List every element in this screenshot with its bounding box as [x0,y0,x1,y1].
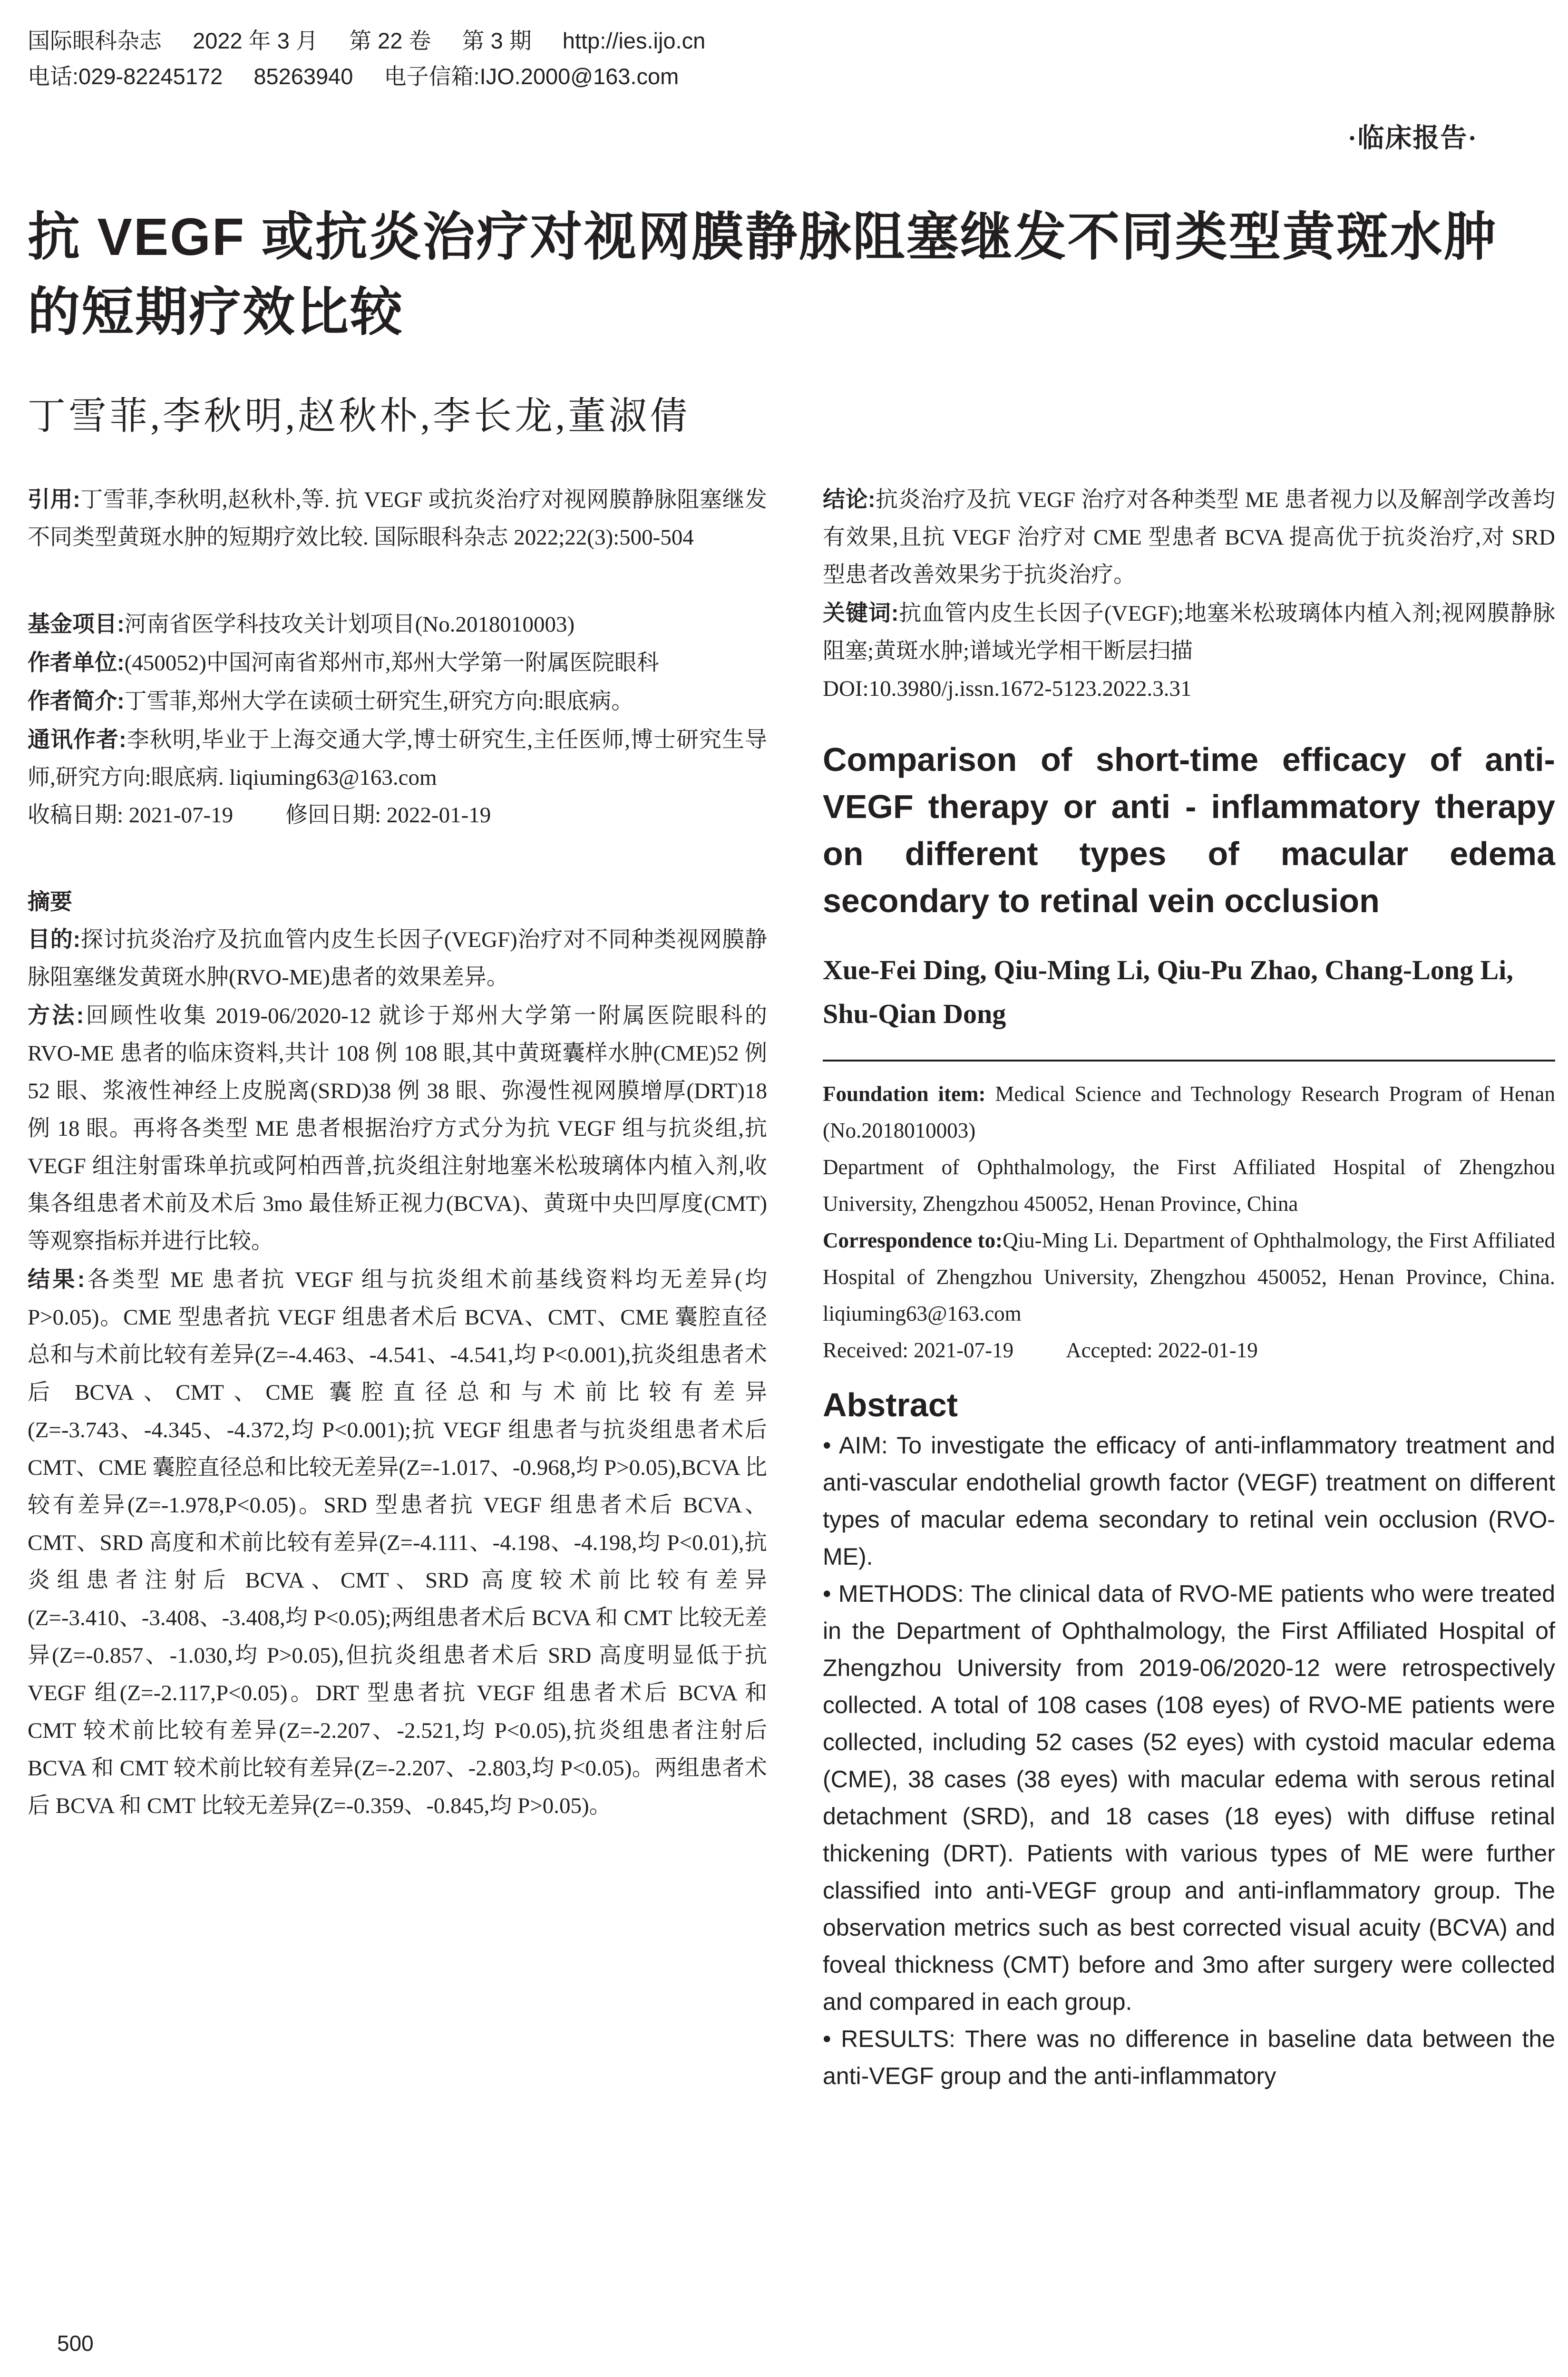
article-title: 抗 VEGF 或抗炎治疗对视网膜静脉阻塞继发不同类型黄斑水肿的短期疗效比较 [28,208,1498,341]
abstract-results [28,1260,767,1825]
correspondence-label: Correspondence to: [823,1228,1003,1252]
results-label: 结果: [28,1266,85,1292]
foundation-text: Medical Science and Technology Research Program of Henan (No.2018010003) [823,1082,1556,1142]
english-received: Received: 2021-07-19 [823,1338,1014,1362]
foundation-label: Foundation item: [823,1082,986,1106]
aim-text: 探讨抗炎治疗及抗血管内皮生长因子(VEGF)治疗对不同种类视网膜静脉阻塞继发黄斑水肿(RVO-ME)患者的效果差异。 [28,927,767,990]
journal-name: 国际眼科杂志 [28,28,162,53]
corresponding-author [28,721,767,797]
divider [823,1060,1555,1062]
received-date: 收稿日期: 2021-07-19 [28,803,234,828]
funding-text: 河南省医学科技攻关计划项目(No.2018010003) [124,612,575,637]
author-bio-text: 丁雪菲,郑州大学在读硕士研究生,研究方向:眼底病。 [124,689,634,714]
author-bio-label: 作者简介: [28,688,125,713]
abstract-methods [28,996,767,1260]
citation-label: 引用: [28,487,80,512]
journal-url[interactable]: http://ies.ijo.cn [562,28,706,53]
journal-header [28,23,931,94]
funding-label: 基金项目: [28,611,125,636]
correspondence-text: Qiu-Ming Li. Department of Ophthalmology, the First Affiliated Hospital of Zhengzhou University, Zhengzhou 450052, Henan Province, China. liqiuming63@163.com [823,1228,1555,1325]
issue-date: 2022 年 3 月 [193,28,318,53]
english-results: • RESULTS: There was no difference in baseline data between the anti-VEGF group and the anti-inflammatory [823,2026,1555,2089]
aim-label: 目的: [28,926,81,952]
dates [28,797,767,834]
english-aim: • AIM: To investigate the efficacy of anti-inflammatory treatment and anti-vascular endothelial growth factor (VEGF) treatment on different types of macular edema secondary to retinal vein occlusion (RVO-ME). [823,1432,1555,1570]
conclusion-text: 抗炎治疗及抗 VEGF 治疗对各种类型 ME 患者视力以及解剖学改善均有效果,且抗 VEGF 治疗对 CME 型患者 BCVA 提高优于抗炎治疗,对 SRD 型患者改善效果劣于抗炎治疗。 [823,487,1556,587]
issue-number: 第 3 期 [462,28,532,53]
english-methods: • METHODS: The clinical data of RVO-ME patients who were treated in the Department of Ophthalmology, the First Affiliated Hospital of Zhengzhou University from 2019-06/2020-12 were retrospectively collected. A total of 108 cases (108 eyes) of RVO-ME patients were collected, including 52 cases (52 eyes) with cystoid macular edema (CME), 38 cases (38 eyes) with macular edema with serous retinal detachment (SRD), and 18 cases (18 eyes) with diffuse retinal thickening (DRT). Patients with various types of ME were further classified into anti-VEGF group and anti-inflammatory group. The observation metrics such as best corrected visual acuity (BCVA) and foveal thickness (CMT) before and 3mo after surgery were collected and compared in each group. [823,1580,1555,2015]
author-bio [28,682,767,721]
left-column [28,480,767,1825]
citation-text: 丁雪菲,李秋明,赵秋朴,等. 抗 VEGF 或抗炎治疗对视网膜静脉阻塞继发不同类型黄斑水肿的短期疗效比较. 国际眼科杂志 2022;22(3):500-504 [28,487,767,550]
results-text: 各类型 ME 患者抗 VEGF 组与抗炎组术前基线资料均无差异(均 P>0.05)。CME 型患者抗 VEGF 组患者术后 BCVA、CMT、CME 囊腔直径总和与术前比较有差异(Z=-4.463、-4.541、-4.541,均 P<0.001),抗炎组患者术后 BCVA、CMT、CME 囊腔直径总和与术前比较有差异(Z=-3.743、-4.345、-4.372,均 P<0.001);抗 VEGF 组患者与抗炎组患者术后 CMT、CME 囊腔直径总和比较无差异(Z=-1.017、-0.968,均 P>0.05),BCVA 比较有差异(Z=-1.978,P<0.05)。SRD 型患者抗 VEGF 组患者术后 BCVA、CMT、SRD 高度和术前比较有差异(Z=-4.111、-4.198、-4.198,均 P<0.01),抗炎组患者注射后 BCVA、CMT、SRD 高度较术前比较有差异(Z=-3.410、-3.408、-3.408,均 P<0.05);两组患者术后 BCVA 和 CMT 比较无差异(Z=-0.857、-1.030,均 P>0.05),但抗炎组患者术后 SRD 高度明显低于抗 VEGF 组(Z=-2.117,P<0.05)。DRT 型患者抗 VEGF 组患者术后 BCVA 和 CMT 较术前比较有差异(Z=-2.207、-2.521,均 P<0.05),抗炎组患者注射后 BCVA 和 CMT 较术前比较有差异(Z=-2.207、-2.803,均 P<0.05)。两组患者术后 BCVA 和 CMT 比较无差异(Z=-0.359、-0.845,均 P>0.05)。 [28,1267,767,1818]
correspondence [823,1222,1555,1332]
page-number: 500 [57,2331,94,2356]
citation [28,480,767,556]
keywords-label: 关键词: [823,600,899,625]
corresponding-label: 通讯作者: [28,727,127,752]
keywords [823,594,1555,670]
abstract-conclusion [823,480,1555,594]
affiliation-text: (450052)中国河南省郑州市,郑州大学第一附属医院眼科 [124,651,659,675]
methods-text: 回顾性收集 2019-06/2020-12 就诊于郑州大学第一附属医院眼科的 RVO-ME 患者的临床资料,共计 108 例 108 眼,其中黄斑囊样水肿(CME)52 例 52 眼、浆液性神经上皮脱离(SRD)38 例 38 眼、弥漫性视网膜增厚(DRT)18 例 18 眼。再将各类型 ME 患者根据治疗方式分为抗 VEGF 组与抗炎组,抗 VEGF 组注射雷珠单抗或阿柏西普,抗炎组注射地塞米松玻璃体内植入剂,收集各组患者术前及术后 3mo 最佳矫正视力(BCVA)、黄斑中央凹厚度(CMT)等观察指标并进行比较。 [28,1003,767,1254]
english-accepted: Accepted: 2022-01-19 [1066,1338,1258,1362]
section-tag: ·临床报告· [1347,124,1478,153]
english-dates [823,1332,1555,1369]
author-list: 丁雪菲,李秋明,赵秋朴,李长龙,董淑倩 [28,396,691,438]
keywords-text: 抗血管内皮生长因子(VEGF);地塞米松玻璃体内植入剂;视网膜静脉阻塞;黄斑水肿;谱域光学相干断层扫描 [823,601,1556,663]
phone-2: 85263940 [253,64,353,89]
conclusion-label: 结论: [823,487,876,512]
affiliation-label: 作者单位: [28,650,125,675]
corresponding-text: 李秋明,毕业于上海交通大学,博士研究生,主任医师,博士研究生导师,研究方向:眼底病. liqiuming63@163.com [28,728,768,790]
abstract-heading: 摘要 [28,889,72,914]
right-column [823,480,1555,2094]
foundation-item [823,1076,1555,1149]
english-abstract-heading: Abstract [823,1386,958,1423]
english-title: Comparison of short-time efficacy of anti-VEGF therapy or anti - inflammatory therapy on different types of macular edema secondary to retinal vein occlusion [823,741,1555,919]
abstract-aim [28,920,767,996]
doi[interactable]: DOI:10.3980/j.issn.1672-5123.2022.3.31 [823,676,1192,701]
department: Department of Ophthalmology, the First Affiliated Hospital of Zhengzhou University, Zhengzhou 450052, Henan Province, China [823,1155,1555,1216]
email: 电子信箱:IJO.2000@163.com [384,64,679,89]
funding [28,605,767,643]
methods-label: 方法: [28,1003,84,1028]
revised-date: 修回日期: 2022-01-19 [285,803,491,828]
volume: 第 22 卷 [349,28,431,53]
phone: 电话:029-82245172 [28,64,223,89]
english-authors: Xue-Fei Ding, Qiu-Ming Li, Qiu-Pu Zhao, Chang-Long Li, Shu-Qian Dong [823,955,1513,1029]
affiliation [28,643,767,682]
